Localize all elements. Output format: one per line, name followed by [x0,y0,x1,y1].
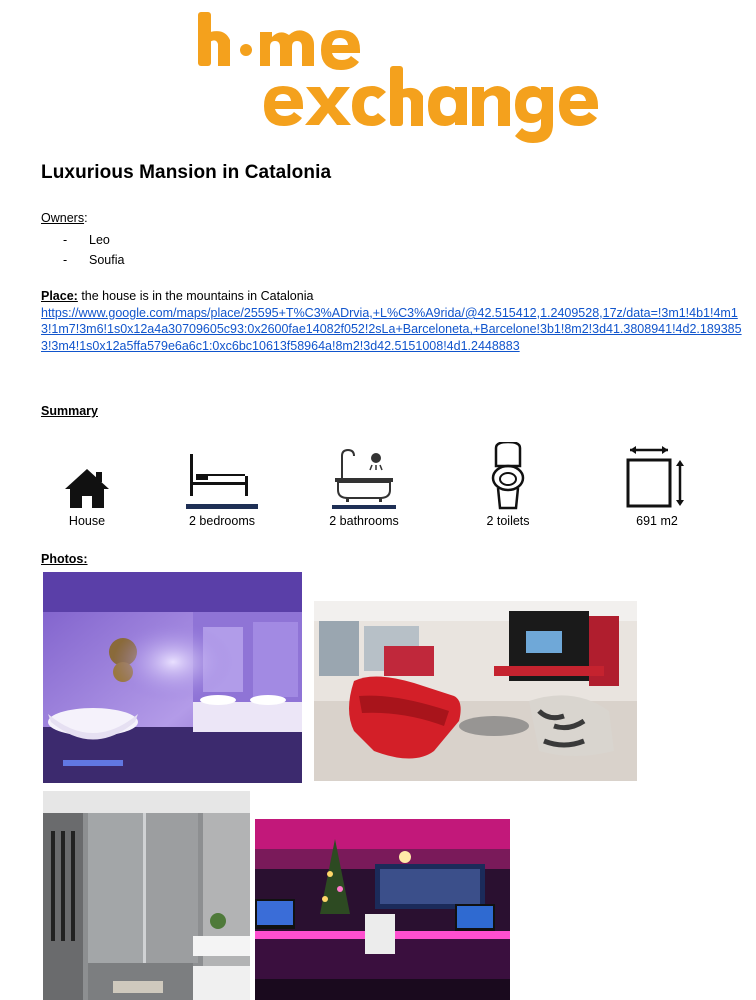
feature-area [592,430,722,528]
gaming-room-photo [255,819,510,1000]
summary-label: Summary [41,404,98,418]
feature-bedrooms [157,430,287,528]
photos-label: Photos: [41,552,88,566]
list-item: - Leo [63,233,110,247]
feature-label: 2 bathrooms [329,514,399,528]
feature-label: House [68,514,106,528]
feature-label: 2 toilets [486,514,530,528]
toilet-icon [443,430,573,510]
feature-label: 691 m2 [636,514,678,528]
feature-toilets [443,430,573,528]
bathtub-icon [299,430,429,510]
bed-icon [157,430,287,510]
living-room-photo [314,601,637,781]
home-exchange-logo [190,8,600,148]
page-title: Luxurious Mansion in Catalonia [41,162,332,183]
bathroom-photo [43,572,302,783]
list-item: - Soufia [63,253,125,267]
feature-label: 2 bedrooms [188,514,255,528]
feature-bathrooms [299,430,429,528]
place-text: the house is in the mountains in Catalonia [81,289,314,303]
map-link[interactable]: https://www.google.com/maps/place/25595+T%C3%ADrvia,+L%C3%A9rida/@42.515412,1.2409528,17z/data=!3m1!4b1!4m13!1m7!3m6!1s0x12a4a30709605c93:0x2600fae14082f052!2sLa+Barceloneta,+Barcelone!3b1!8m2!3d41.3808941!4d2.1893853!3m4!1s0x12a5ffa579e6a6c1:0xc6bc10613f58964a!8m2!3d42.5151008!4d1.2448883 [41,306,742,353]
place-line [41,289,313,303]
area-icon [592,430,722,510]
owners-list [63,230,124,270]
house-icon [22,430,152,510]
shower-room-photo [43,791,250,1000]
owners-label: Owners: [41,211,88,225]
place-label: Place: [41,289,78,303]
feature-house [22,430,152,528]
